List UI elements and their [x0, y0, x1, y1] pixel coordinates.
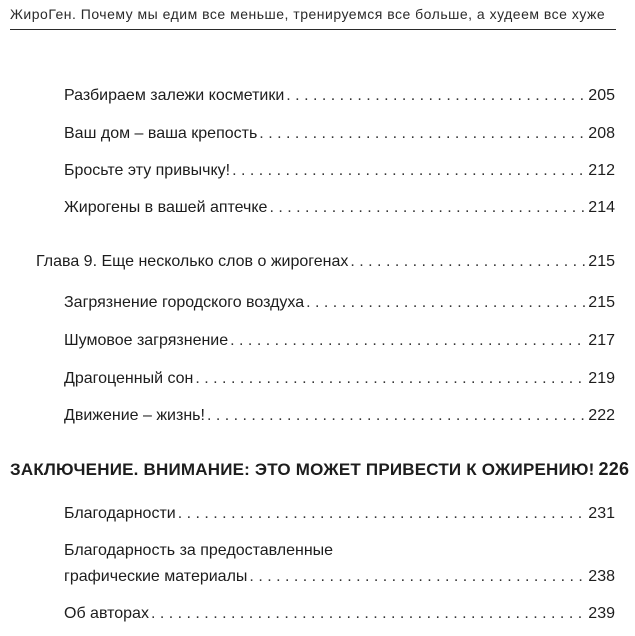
toc-entry[interactable] [64, 331, 615, 351]
toc-entry[interactable] [64, 369, 615, 389]
toc-entry[interactable] [64, 198, 615, 218]
toc-leader-dots [232, 161, 586, 181]
toc-entry-title: Загрязнение городского воздуха [64, 294, 305, 311]
toc-entry-page: 212 [588, 162, 615, 179]
toc-leader-dots [350, 252, 586, 272]
toc-leader-dots [269, 198, 586, 218]
toc-entry[interactable] [64, 567, 615, 587]
toc-conclusion-title: ЗАКЛЮЧЕНИЕ. ВНИМАНИЕ: ЭТО МОЖЕТ ПРИВЕСТИ К ОЖИРЕНИЮ! [10, 460, 595, 479]
toc-entry-page: 238 [588, 568, 615, 585]
toc-leader-dots [306, 293, 586, 313]
toc-leader-dots [286, 86, 586, 106]
toc-conclusion-entry[interactable] [10, 459, 630, 480]
toc-entry-page: 208 [588, 125, 615, 142]
toc-entry-page: 205 [588, 87, 615, 104]
toc-entry-title-line1: Благодарность за предоставленные [64, 542, 334, 559]
toc-entry-title-line2: графические материалы [64, 568, 248, 585]
toc-chapter-entry[interactable] [36, 252, 615, 272]
toc-chapter-title: Глава 9. Еще несколько слов о жирогенах [36, 253, 349, 270]
toc-entry-page: 217 [588, 332, 615, 349]
toc-entry-page: 215 [588, 253, 615, 270]
toc-entry-page: 215 [588, 294, 615, 311]
toc-entry-title: Разбираем залежи косметики [64, 87, 285, 104]
toc-entry-page: 222 [588, 407, 615, 424]
toc-entry-page: 231 [588, 505, 615, 522]
toc-entry-title: Ваш дом – ваша крепость [64, 125, 258, 142]
toc-entry[interactable] [64, 293, 615, 313]
toc-entry-title: Шумовое загрязнение [64, 332, 229, 349]
toc-entry-page: 219 [588, 370, 615, 387]
toc-entry-page: 239 [588, 605, 615, 622]
toc-entry-title: Бросьте эту привычку! [64, 162, 231, 179]
toc-entry-title: Об авторах [64, 605, 149, 622]
toc-entry-title: Благодарности [64, 505, 176, 522]
header-rule [10, 29, 616, 30]
toc-conclusion-page: 226 [598, 459, 630, 479]
toc-leader-dots [207, 406, 586, 426]
toc-leader-dots [195, 369, 586, 389]
toc-entry[interactable] [64, 124, 615, 144]
toc-leader-dots [249, 567, 586, 587]
toc-leader-dots [230, 331, 586, 351]
toc-entry[interactable] [64, 504, 615, 524]
toc-entry-title: Драгоценный сон [64, 370, 194, 387]
toc-entry[interactable] [64, 406, 615, 426]
toc-entry[interactable] [64, 604, 615, 624]
toc-entry-title: Жирогены в вашей аптечке [64, 199, 268, 216]
toc-leader-dots [178, 504, 587, 524]
running-head: ЖироГен. Почему мы едим все меньше, тренируемся все больше, а худеем все хуже [10, 6, 606, 22]
toc-entry[interactable] [64, 161, 615, 181]
toc-entry-title: Движение – жизнь! [64, 407, 205, 424]
toc-leader-dots [151, 604, 586, 624]
toc-entry-page: 214 [588, 199, 615, 216]
toc-entry[interactable] [64, 86, 615, 106]
toc-leader-dots [259, 124, 586, 144]
